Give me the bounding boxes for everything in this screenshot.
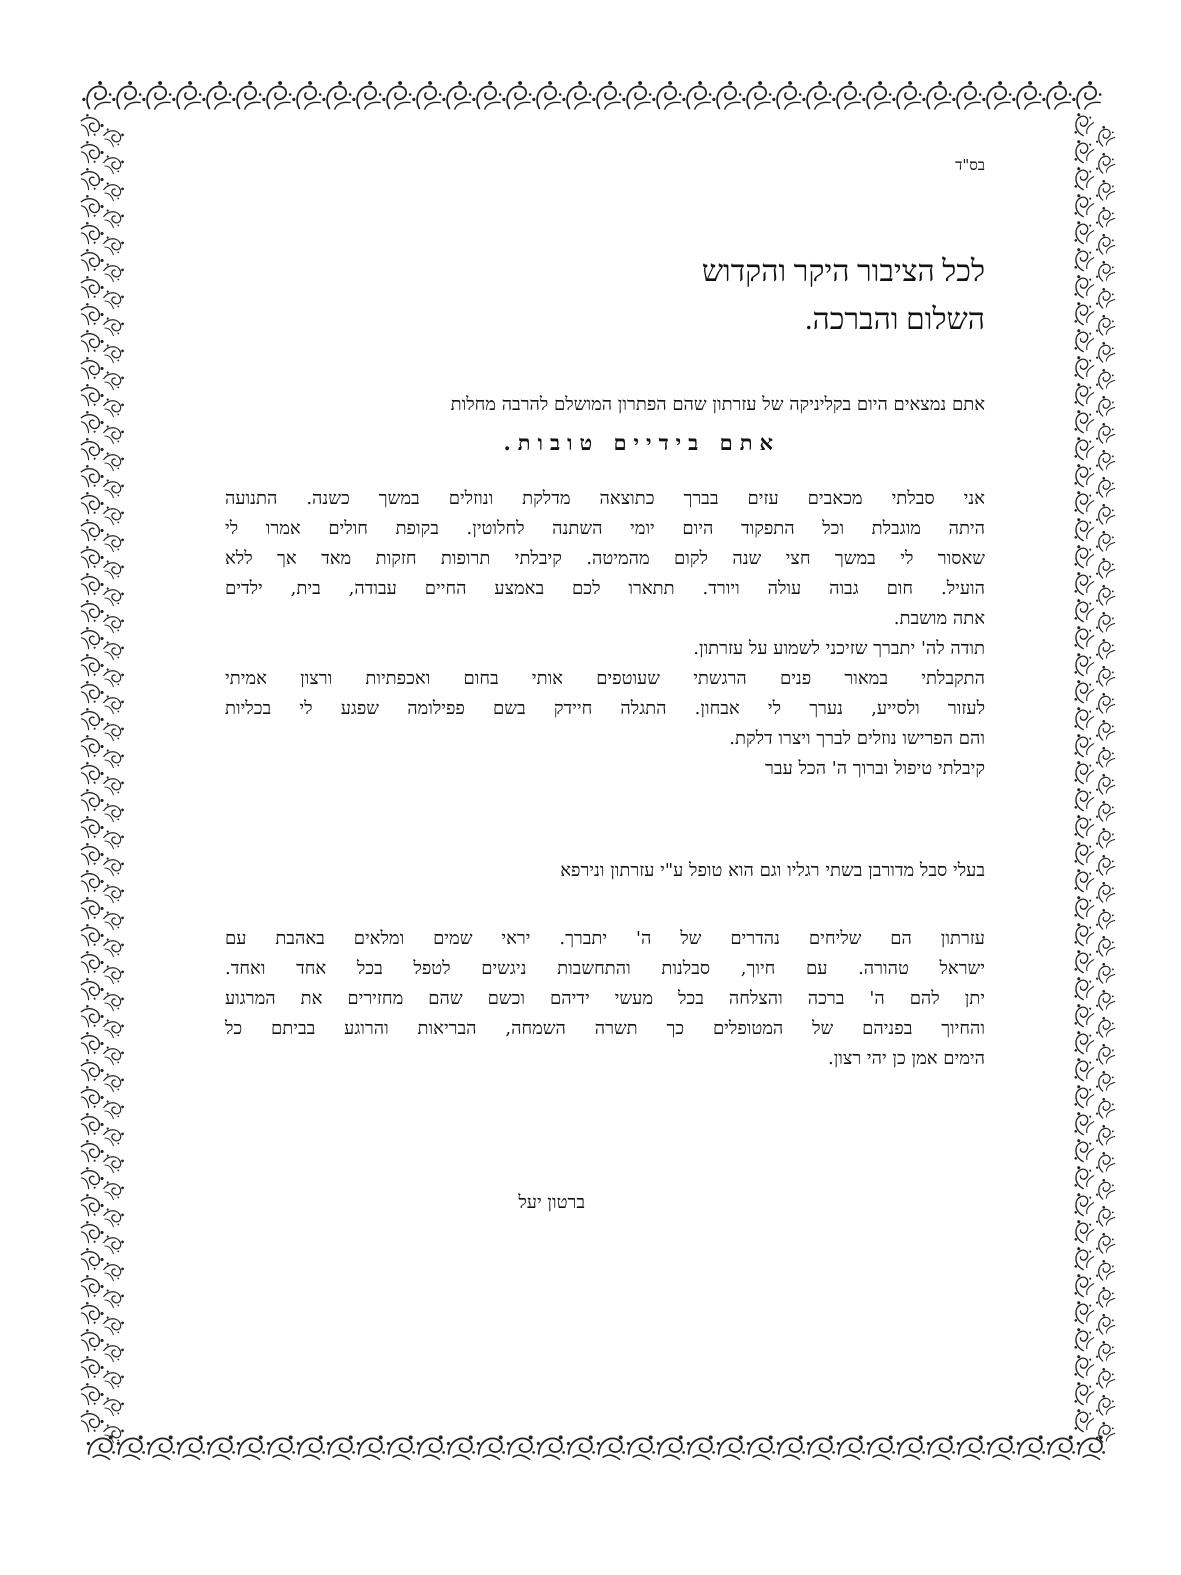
border-ornament xyxy=(1091,366,1117,392)
border-ornament xyxy=(1091,177,1117,203)
border-ornament xyxy=(1091,123,1117,149)
story-line: והם הפרישו נוזלים לברך ויצרו דלקת. xyxy=(729,728,985,749)
border-ornament xyxy=(828,79,864,113)
border-ornament xyxy=(1068,353,1097,383)
border-ornament xyxy=(101,339,127,365)
border-ornament xyxy=(1068,731,1097,761)
border-ornament xyxy=(1091,555,1117,581)
praise-line: עזרתון הם שליחים נהדרים של ה' יתברך. יראי שמים ומלאים באהבת עם xyxy=(225,928,985,949)
greeting-line: לכל הציבור היקר והקדוש xyxy=(701,255,985,288)
border-ornament xyxy=(198,79,234,113)
border-ornament xyxy=(1068,569,1097,599)
border-ornament xyxy=(1068,1109,1097,1139)
border-ornament xyxy=(78,218,106,247)
border-ornament xyxy=(708,79,744,113)
border-ornament xyxy=(1068,1217,1097,1247)
border-ornament xyxy=(1068,488,1097,518)
border-ornament xyxy=(108,79,144,113)
border-ornament xyxy=(1068,299,1097,329)
border-ornament xyxy=(78,677,106,706)
border-ornament xyxy=(78,488,106,517)
border-ornament xyxy=(101,690,127,716)
border-ornament xyxy=(101,609,127,635)
border-ornament xyxy=(78,137,106,166)
border-ornament xyxy=(78,434,106,463)
border-ornament xyxy=(1091,690,1117,716)
border-ornament xyxy=(858,79,894,113)
border-ornament xyxy=(78,299,106,328)
story-paragraph xyxy=(225,484,985,784)
border-ornament xyxy=(948,79,984,113)
border-ornament xyxy=(78,515,106,544)
border-ornament xyxy=(78,164,106,193)
border-ornament xyxy=(101,798,127,824)
border-ornament xyxy=(101,1176,127,1202)
border-ornament xyxy=(101,501,127,527)
border-ornament xyxy=(1091,474,1117,500)
border-ornament xyxy=(1068,893,1097,923)
border-ornament xyxy=(1091,852,1117,878)
border-ornament xyxy=(1091,609,1117,635)
border-ornament xyxy=(101,1365,127,1391)
border-ornament xyxy=(288,79,324,113)
border-ornament xyxy=(78,1082,106,1111)
border-ornament xyxy=(144,1432,177,1462)
border-ornament xyxy=(78,812,106,841)
border-ornament xyxy=(1068,1379,1097,1409)
border-ornament xyxy=(438,79,474,113)
border-ornament xyxy=(1068,164,1097,194)
border-ornament xyxy=(1091,1149,1117,1175)
border-ornament xyxy=(1091,420,1117,446)
border-ornament xyxy=(78,191,106,220)
story-line: אני סבלתי מכאבים עזים בברך כתוצאה מדלקת ונוזלים במשך כשנה. התנועה xyxy=(225,488,985,509)
border-ornament xyxy=(101,771,127,797)
border-ornament xyxy=(101,1122,127,1148)
border-ornament xyxy=(101,1014,127,1040)
border-ornament xyxy=(78,542,106,571)
border-ornament xyxy=(1091,231,1117,257)
border-ornament xyxy=(78,1136,106,1165)
border-ornament xyxy=(1091,582,1117,608)
border-ornament xyxy=(1091,501,1117,527)
border-ornament xyxy=(78,1379,106,1408)
border-ornament xyxy=(1091,906,1117,932)
border-ornament xyxy=(1091,339,1117,365)
border-ornament xyxy=(1068,650,1097,680)
border-ornament xyxy=(1068,407,1097,437)
border-ornament xyxy=(101,987,127,1013)
border-ornament xyxy=(1068,920,1097,950)
border-ornament xyxy=(1091,933,1117,959)
border-ornament xyxy=(101,1311,127,1337)
border-ornament xyxy=(101,933,127,959)
border-ornament xyxy=(101,285,127,311)
border-ornament xyxy=(1091,1095,1117,1121)
border-ornament xyxy=(1074,1432,1107,1462)
border-ornament xyxy=(528,79,564,113)
border-ornament xyxy=(78,650,106,679)
border-ornament xyxy=(78,461,106,490)
border-ornament xyxy=(1091,393,1117,419)
border-ornament xyxy=(798,79,834,113)
border-ornament xyxy=(78,731,106,760)
border-ornament xyxy=(101,393,127,419)
border-ornament xyxy=(78,1244,106,1273)
border-ornament xyxy=(78,1055,106,1084)
border-ornament xyxy=(78,920,106,949)
border-ornament xyxy=(984,1432,1017,1462)
border-ornament xyxy=(918,79,954,113)
border-ornament xyxy=(101,663,127,689)
border-ornament xyxy=(78,1163,106,1192)
border-ornament xyxy=(1044,1432,1077,1462)
border-ornament xyxy=(498,79,534,113)
border-ornament xyxy=(78,974,106,1003)
border-ornament xyxy=(78,1352,106,1381)
border-ornament xyxy=(1091,1176,1117,1202)
border-ornament xyxy=(258,79,294,113)
story-line: אתה מושבת. xyxy=(893,608,985,629)
border-ornament xyxy=(78,1190,106,1219)
border-ornament xyxy=(1068,866,1097,896)
border-ornament xyxy=(618,79,654,113)
border-ornament xyxy=(101,1095,127,1121)
border-ornament xyxy=(101,717,127,743)
border-ornament xyxy=(588,79,624,113)
border-ornament xyxy=(1068,1163,1097,1193)
border-ornament xyxy=(78,272,106,301)
border-ornament xyxy=(78,839,106,868)
border-ornament xyxy=(78,947,106,976)
greeting xyxy=(702,248,985,344)
border-ornament xyxy=(1014,1432,1047,1462)
border-ornament xyxy=(228,79,264,113)
border-ornament xyxy=(1091,258,1117,284)
border-ornament xyxy=(101,1419,127,1445)
story-line: שאסור לי במשך חצי שנה לקום מהמיטה. קיבלתי תרופות חזקות מאד אך ללא xyxy=(225,548,985,569)
border-ornament xyxy=(648,79,684,113)
border-ornament xyxy=(1068,515,1097,545)
border-ornament xyxy=(1068,596,1097,626)
friend-line: בעלי סבל מדורבן בשתי רגליו וגם הוא טופל ע"י עזרתון ונירפא xyxy=(560,860,985,881)
border-ornament xyxy=(101,1338,127,1364)
border-ornament xyxy=(101,312,127,338)
border-ornament xyxy=(1068,704,1097,734)
border-ornament xyxy=(318,79,354,113)
border-ornament xyxy=(1068,1136,1097,1166)
border-ornament xyxy=(1091,1284,1117,1310)
border-ornament xyxy=(78,623,106,652)
border-ornament xyxy=(1068,1325,1097,1355)
border-ornament xyxy=(101,744,127,770)
border-ornament xyxy=(1068,245,1097,275)
border-ornament xyxy=(1068,434,1097,464)
border-ornament xyxy=(1091,1257,1117,1283)
border-ornament xyxy=(78,380,106,409)
border-ornament xyxy=(1091,312,1117,338)
border-ornament xyxy=(1068,1406,1097,1436)
border-ornament xyxy=(101,366,127,392)
border-ornament xyxy=(101,906,127,932)
border-ornament xyxy=(1091,663,1117,689)
border-ornament xyxy=(101,636,127,662)
border-ornament xyxy=(1091,825,1117,851)
praise-paragraph xyxy=(225,924,985,1074)
border-ornament xyxy=(1091,204,1117,230)
border-ornament xyxy=(1091,717,1117,743)
border-ornament xyxy=(1068,1298,1097,1328)
border-ornament xyxy=(78,1325,106,1354)
border-ornament xyxy=(1068,461,1097,491)
border-ornament xyxy=(348,79,384,113)
border-ornament xyxy=(78,1028,106,1057)
border-ornament xyxy=(78,785,106,814)
border-ornament xyxy=(738,79,774,113)
border-ornament xyxy=(78,893,106,922)
border-ornament xyxy=(1091,1068,1117,1094)
border-ornament xyxy=(1068,1001,1097,1031)
story-line: תודה לה' יתברך שזיכני לשמוע על עזרתון. xyxy=(693,638,985,659)
border-ornament xyxy=(1091,987,1117,1013)
border-ornament xyxy=(78,1217,106,1246)
border-ornament xyxy=(101,1041,127,1067)
border-ornament xyxy=(1068,110,1097,140)
border-ornament xyxy=(468,79,504,113)
story-line: התקבלתי במאור פנים הרגשתי שעוטפים אותי בחום ואכפתיות ורצון אמיתי xyxy=(225,668,985,689)
border-ornament xyxy=(78,1001,106,1030)
border-ornament xyxy=(1068,974,1097,1004)
border-ornament xyxy=(1068,1352,1097,1382)
border-ornament xyxy=(1068,1082,1097,1112)
border-ornament xyxy=(678,79,714,113)
border-ornament xyxy=(1091,1041,1117,1067)
greeting-line: השלום והברכה. xyxy=(805,303,985,336)
praise-line: הימים אמן כן יהי רצון. xyxy=(827,1048,985,1069)
border-ornament xyxy=(1068,785,1097,815)
slogan: אתם בידיים טובות. xyxy=(503,430,780,455)
border-ornament xyxy=(1068,542,1097,572)
border-ornament xyxy=(78,758,106,787)
border-ornament xyxy=(1068,380,1097,410)
border-ornament xyxy=(101,1149,127,1175)
border-ornament xyxy=(138,79,174,113)
border-ornament xyxy=(1068,191,1097,221)
border-ornament xyxy=(101,1230,127,1256)
border-ornament xyxy=(1068,839,1097,869)
border-ornament xyxy=(1091,447,1117,473)
border-ornament xyxy=(1068,947,1097,977)
border-ornament xyxy=(1091,285,1117,311)
border-ornament xyxy=(1068,1028,1097,1058)
border-ornament xyxy=(1091,771,1117,797)
border-ornament xyxy=(1091,1338,1117,1364)
story-line: קיבלתי טיפול וברוך ה' הכל עבר xyxy=(765,758,985,779)
border-ornament xyxy=(101,231,127,257)
border-ornament xyxy=(101,258,127,284)
border-ornament xyxy=(1068,1055,1097,1085)
border-ornament xyxy=(78,1109,106,1138)
border-ornament xyxy=(1091,1122,1117,1148)
border-ornament xyxy=(1091,636,1117,662)
border-ornament xyxy=(101,852,127,878)
border-ornament xyxy=(1068,218,1097,248)
border-ornament xyxy=(1091,960,1117,986)
border-ornament xyxy=(78,245,106,274)
border-ornament xyxy=(174,1432,207,1462)
border-ornament xyxy=(1068,1190,1097,1220)
border-ornament xyxy=(101,474,127,500)
border-ornament xyxy=(768,79,804,113)
story-line: לעזור ולסייע, נערך לי אבחון. התגלה חיידק בשם פפילומה שפגע לי בכליות xyxy=(225,698,985,719)
border-ornament xyxy=(78,79,114,113)
border-ornament xyxy=(408,79,444,113)
border-ornament xyxy=(1068,137,1097,167)
border-ornament xyxy=(78,1298,106,1327)
intro-line: אתם נמצאים היום בקליניקה של עזרתון שהם הפתרון המושלם להרבה מחלות xyxy=(450,394,985,415)
border-ornament xyxy=(168,79,204,113)
border-ornament xyxy=(101,177,127,203)
border-ornament xyxy=(101,582,127,608)
border-ornament xyxy=(1091,1230,1117,1256)
border-ornament xyxy=(558,79,594,113)
border-ornament xyxy=(978,79,1014,113)
border-ornament xyxy=(78,110,106,139)
border-ornament xyxy=(101,879,127,905)
border-ornament xyxy=(1091,1203,1117,1229)
border-ornament xyxy=(1038,79,1074,113)
border-ornament xyxy=(1091,1014,1117,1040)
border-ornament xyxy=(1091,879,1117,905)
border-ornament xyxy=(1091,528,1117,554)
border-ornament xyxy=(78,1406,106,1435)
border-ornament xyxy=(101,420,127,446)
border-ornament xyxy=(1068,623,1097,653)
border-ornament xyxy=(78,569,106,598)
border-ornament xyxy=(78,353,106,382)
story-line: הועיל. חום גבוה עולה ויורד. תתארו לכם באמצע החיים עבודה, בית, ילדים xyxy=(225,578,985,599)
border-ornament xyxy=(101,150,127,176)
border-ornament xyxy=(101,1284,127,1310)
border-ornament xyxy=(101,528,127,554)
border-ornament xyxy=(1068,1244,1097,1274)
border-ornament xyxy=(1068,1271,1097,1301)
border-ornament xyxy=(78,326,106,355)
border-ornament xyxy=(101,1203,127,1229)
border-ornament xyxy=(1091,798,1117,824)
border-ornament xyxy=(1068,79,1104,113)
border-ornament xyxy=(1068,677,1097,707)
border-ornament xyxy=(378,79,414,113)
border-ornament xyxy=(1091,1392,1117,1418)
signature: ברטון יעל xyxy=(518,1192,585,1213)
praise-line: יתן להם ה' ברכה והצלחה בכל מעשי ידיהם וכשם שהם מחזירים את המרגוע xyxy=(225,988,985,1009)
border-ornament xyxy=(101,447,127,473)
praise-line: והחיוך בפניהם של המטופלים כך תשרה השמחה, הבריאות והרוגע בביתם כל xyxy=(225,1018,985,1039)
border-ornament xyxy=(1091,1419,1117,1445)
border-ornament xyxy=(101,825,127,851)
border-ornament xyxy=(101,555,127,581)
border-ornament xyxy=(78,704,106,733)
border-ornament xyxy=(78,596,106,625)
praise-line: ישראל טהורה. עם חיוך, סבלנות והתחשבות ניגשים לטפל בכל אחד ואחד. xyxy=(225,958,985,979)
border-ornament xyxy=(101,960,127,986)
border-ornament xyxy=(78,407,106,436)
border-ornament xyxy=(1091,1365,1117,1391)
bsd-header: בס"ד xyxy=(955,156,985,174)
border-ornament xyxy=(101,123,127,149)
border-ornament xyxy=(1068,326,1097,356)
border-ornament xyxy=(1091,744,1117,770)
border-ornament xyxy=(101,1068,127,1094)
border-ornament xyxy=(1068,812,1097,842)
border-ornament xyxy=(888,79,924,113)
border-ornament xyxy=(1008,79,1044,113)
border-ornament xyxy=(78,866,106,895)
border-ornament xyxy=(1068,758,1097,788)
letter-body xyxy=(225,150,985,1450)
border-ornament xyxy=(101,204,127,230)
border-ornament xyxy=(101,1257,127,1283)
border-ornament xyxy=(1068,272,1097,302)
border-ornament xyxy=(101,1392,127,1418)
border-ornament xyxy=(78,1271,106,1300)
story-line: היתה מוגבלת וכל התפקוד היום יומי השתנה לחלוטין. בקופת חולים אמרו לי xyxy=(225,518,985,539)
border-ornament xyxy=(1091,150,1117,176)
border-ornament xyxy=(1091,1311,1117,1337)
